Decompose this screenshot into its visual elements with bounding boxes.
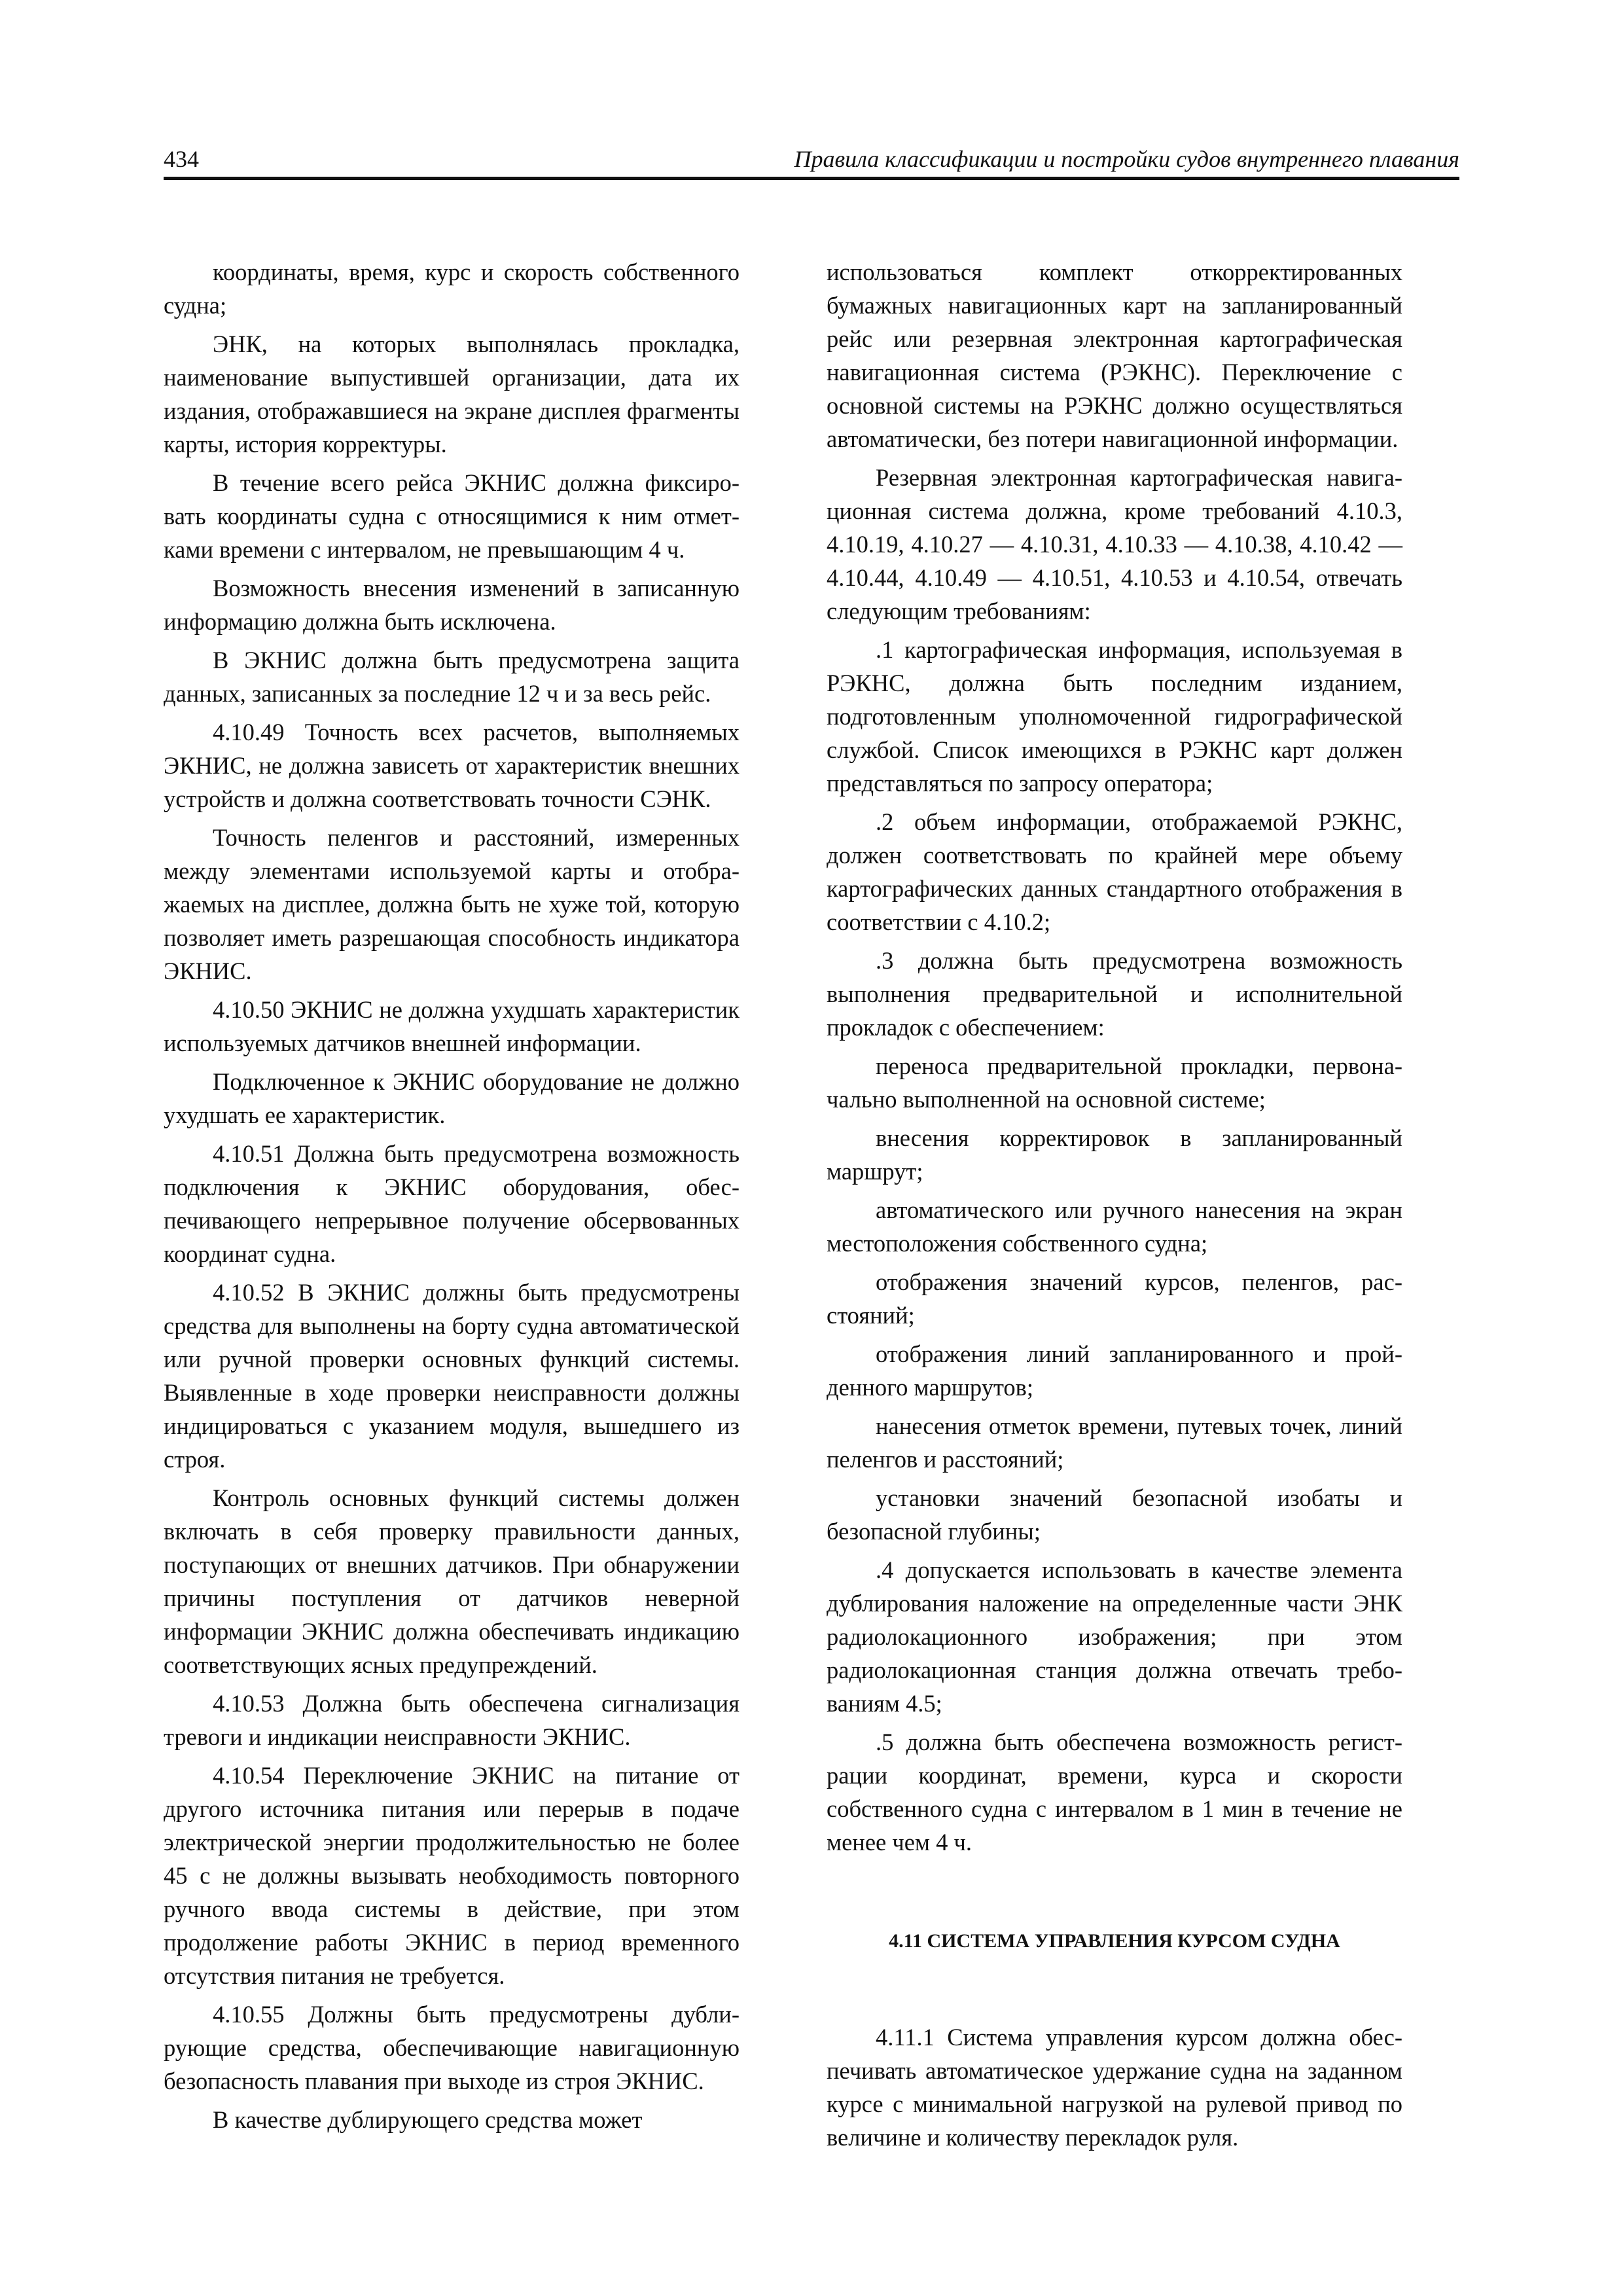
paragraph: 4.11.1 Система управления курсом должна обеспечивать автоматическое удержание судна на заданном курсе с минимальной нагрузкой на рулевой привод по величине и количеству перекладок руля. — [827, 2024, 1402, 2151]
paragraph: Резервная электронная картографическая навигационная система должна, кроме требований 4.10.3, 4.10.19, 4.10.27 — 4.10.31, 4.10.33 — 4.10.38, 4.10.42 — 4.10.44, 4.10.49 — 4.10.51, 4.10.53 и 4.10.54, отвечать следующим требованиям: — [827, 464, 1402, 624]
paragraph: В течение всего рейса ЭКНИС должна фиксировать координаты судна с относящимися к ним отметками времени с интервалом, не превышающим 4 ч. — [164, 469, 740, 563]
page-header — [164, 145, 1459, 179]
section-heading: 4.11 СИСТЕМА УПРАВЛЕНИЯ КУРСОМ СУДНА — [889, 1930, 1340, 1952]
paragraph: использоваться комплект откорректированных бумажных навигационных карт на запланированный рейс или резервная электронная картографическая навигационная система (РЭКНС). Переключение с основной системы на РЭКНС должно осуществляться автоматически, без потери навигационной информации. — [827, 259, 1402, 452]
paragraph: 4.10.50 ЭКНИС не должна ухудшать характеристик используемых датчиков внешней информации. — [164, 996, 740, 1056]
list-item: внесения корректировок в запланированный маршрут; — [827, 1124, 1402, 1185]
paragraph: 4.10.54 Переключение ЭКНИС на питание от другого источника питания или перерыв в подаче электрической энергии продолжительностью не более 45 с не должны вызывать необходимость повторного ручного ввода системы в действие, при этом продолжение работы ЭКНИС в период временного отсутствия питания не требуется. — [164, 1762, 740, 1989]
header-rule — [164, 177, 1459, 180]
list-item: переноса предварительной прокладки, первоначально выполненной на основной системе; — [827, 1052, 1402, 1113]
paragraph: 4.10.53 Должна быть обеспечена сигнализация тревоги и индикации неисправности ЭКНИС. — [164, 1690, 740, 1750]
list-item: автоматического или ручного нанесения на экран местоположения собственного судна; — [827, 1196, 1402, 1257]
list-item: .5 должна быть обеспечена возможность регистрации координат, времени, курса и скорости собственного судна с интервалом в 1 мин в течение не менее чем 4 ч. — [827, 1729, 1402, 1856]
list-item: .1 картографическая информация, используемая в РЭКНС, должна быть последним изданием, подготовленным уполномоченной гидрографической службой. Список имеющихся в РЭКНС карт должен представляться по запросу оператора; — [827, 636, 1402, 797]
paragraph: 4.10.49 Точность всех расчетов, выполняемых ЭКНИС, не должна зависеть от характеристик внешних устройств и должна соответствовать точности СЭНК. — [164, 719, 740, 812]
list-item: нанесения отметок времени, путевых точек, линий пеленгов и расстояний; — [827, 1412, 1402, 1473]
paragraph: 4.10.55 Должны быть предусмотрены дублирующие средства, обеспечивающие навигационную безопасность плавания при выходе из строя ЭКНИС. — [164, 2001, 740, 2094]
list-item: .2 объем информации, отображаемой РЭКНС, должен соответствовать по крайней мере объему картографических данных стандартного отображения в соответствии с 4.10.2; — [827, 808, 1402, 935]
list-item: .4 допускается использовать в качестве элемента дублирования наложение на определенные части ЭНК радиолокационного изображения; при этом радиолокационная станция должна отвечать требованиям 4.5; — [827, 1556, 1402, 1717]
right-column — [827, 255, 1402, 2159]
paragraph: Возможность внесения изменений в записанную информацию должна быть исключена. — [164, 575, 740, 635]
paragraph: 4.10.52 В ЭКНИС должны быть предусмотрены средства для выполнены на борту судна автоматической или ручной проверки основных функций системы. Выявленные в ходе проверки неисправности должны индицироваться с указанием модуля, вышедшего из строя. — [164, 1279, 740, 1473]
list-item: отображения линий запланированного и пройденного маршрутов; — [827, 1340, 1402, 1401]
paragraph: В качестве дублирующего средства может — [213, 2106, 643, 2133]
paragraph: Контроль основных функций системы должен включать в себя проверку правильности данных, поступающих от внешних датчиков. При обнаружении причины поступления от датчиков неверной информации ЭКНИС должна обеспечивать индикацию соответствующих ясных предупреждений. — [164, 1484, 740, 1678]
paragraph: Подключенное к ЭКНИС оборудование не должно ухудшать ее характеристик. — [164, 1068, 740, 1128]
paragraph: 4.10.51 Должна быть предусмотрена возможность подключения к ЭКНИС оборудования, обеспечивающего непрерывное получение обсервованных координат судна. — [164, 1140, 740, 1267]
left-column — [164, 255, 740, 2142]
list-item: установки значений безопасной изобаты и безопасной глубины; — [827, 1484, 1402, 1545]
page-number: 434 — [164, 146, 199, 172]
paragraph: В ЭКНИС должна быть предусмотрена защита данных, записанных за последние 12 ч и за весь рейс. — [164, 647, 740, 707]
paragraph: ЭНК, на которых выполнялась прокладка, наименование выпустившей организации, дата их издания, отображавшиеся на экране дисплея фрагменты карты, история корректуры. — [164, 331, 740, 457]
list-item: отображения значений курсов, пеленгов, расстояний; — [827, 1268, 1402, 1329]
paragraph: координаты, время, курс и скорость собственного судна; — [164, 259, 740, 319]
list-item: .3 должна быть предусмотрена возможность выполнения предварительной и исполнительной прокладок с обеспечением: — [827, 947, 1402, 1041]
paragraph: Точность пеленгов и расстояний, измеренных между элементами используемой карты и отображаемых на дисплее, должна быть не хуже той, которую позволяет иметь разрешающая способность индикатора ЭКНИС. — [164, 824, 740, 984]
running-title: Правила классификации и постройки судов внутреннего плавания — [794, 146, 1459, 172]
